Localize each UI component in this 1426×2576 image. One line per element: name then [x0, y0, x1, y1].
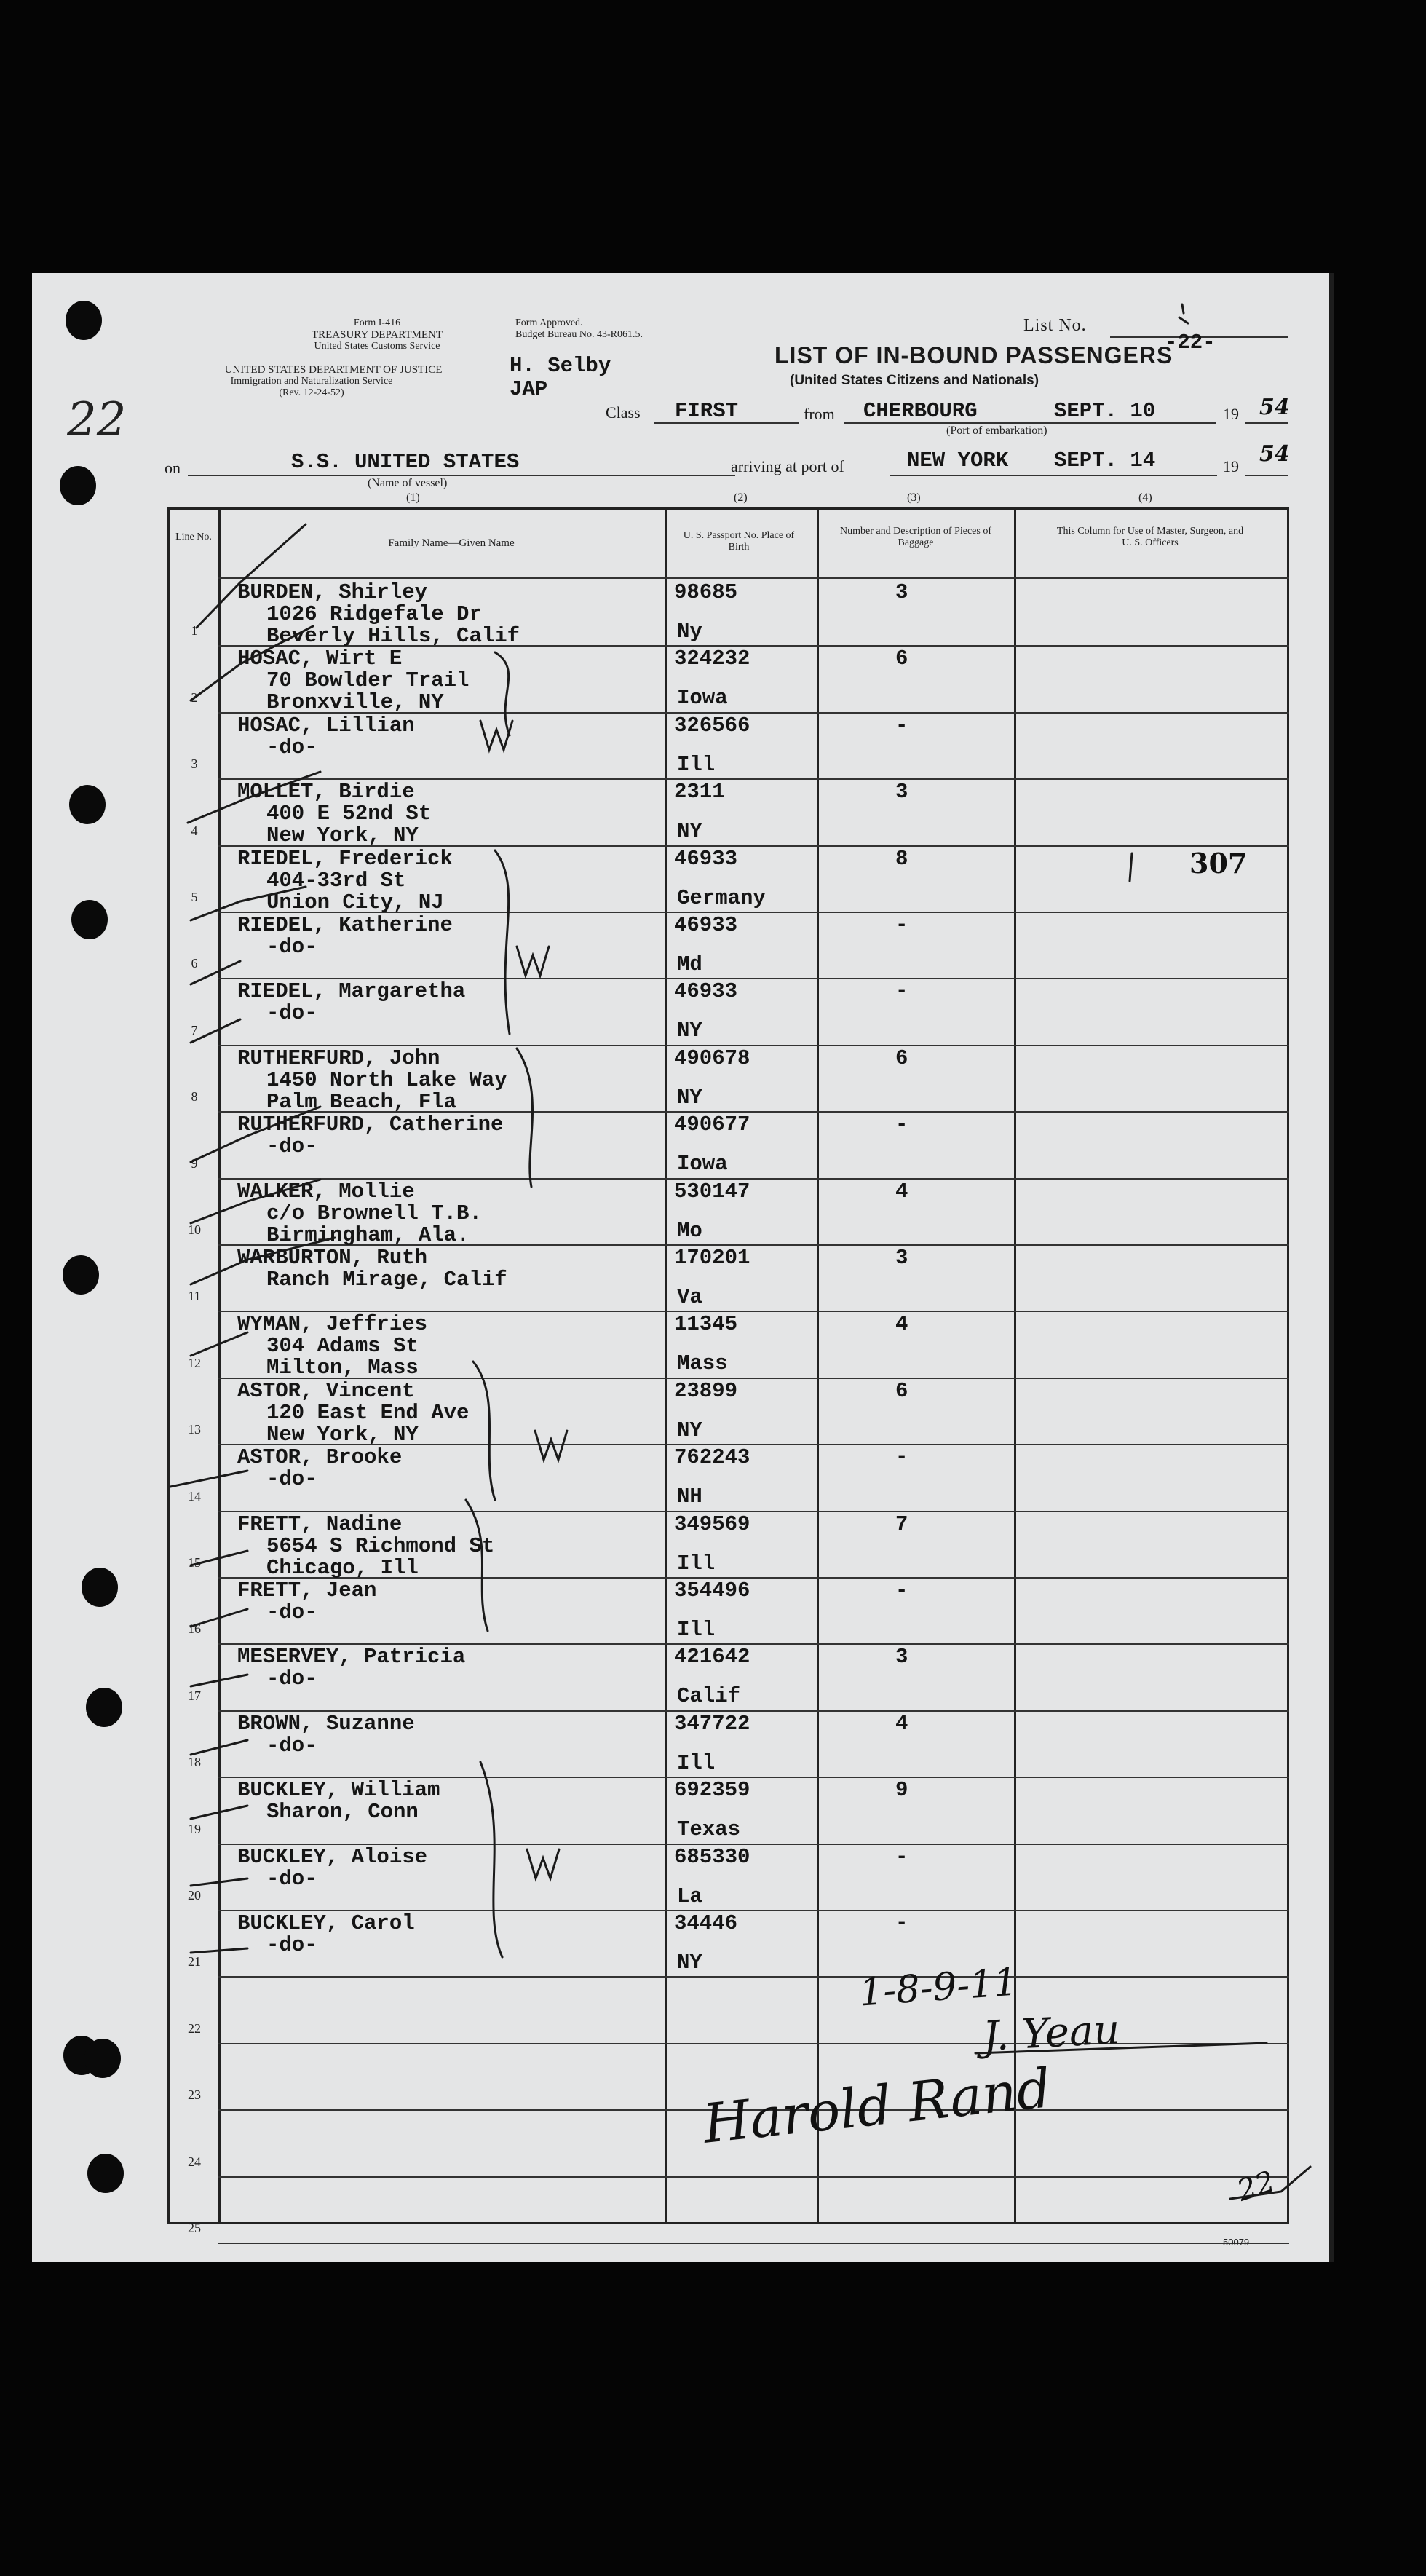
line-number: 2: [191, 690, 198, 705]
place-of-birth: Texas: [677, 1817, 741, 1841]
place-of-birth: Ny: [677, 620, 702, 644]
bracket-mark: [495, 652, 510, 735]
bracket-mark: [473, 1362, 495, 1500]
passenger-address: 1450 North Lake Way: [266, 1068, 507, 1092]
place-of-birth: Iowa: [677, 1152, 728, 1176]
passenger-address: -do-: [266, 1667, 317, 1691]
bracket-mark: [495, 850, 510, 1034]
baggage-count: 9: [895, 1778, 908, 1802]
baggage-count: -: [895, 714, 908, 738]
baggage-count: 3: [895, 780, 908, 804]
place-of-birth: Ill: [677, 1552, 716, 1576]
passport-number: 46933: [674, 913, 738, 937]
place-of-birth: Va: [677, 1285, 702, 1309]
line-number: 11: [188, 1289, 201, 1303]
vessel-name: S.S. UNITED STATES: [291, 450, 520, 474]
passenger-address: New York, NY: [266, 1423, 419, 1447]
initial-mark: [517, 947, 549, 976]
baggage-count: -: [895, 913, 908, 937]
col-baggage: Number and Description of Pieces of Baggage: [840, 526, 991, 548]
check-mark: [191, 1806, 247, 1819]
corner-mark: 22: [67, 393, 127, 447]
col-number-3: (3): [907, 491, 921, 504]
passenger-name: BURDEN, Shirley: [237, 580, 428, 604]
line-number: 8: [191, 1089, 198, 1104]
place-of-birth: NY: [677, 1019, 702, 1043]
passport-number: 685330: [674, 1845, 750, 1869]
passenger-address: 5654 S Richmond St: [266, 1534, 495, 1558]
justice-department: UNITED STATES DEPARTMENT OF JUSTICE: [224, 364, 443, 376]
baggage-count: -: [895, 979, 908, 1003]
baggage-count: 3: [895, 1645, 908, 1669]
line-number: 9: [191, 1156, 198, 1171]
line-number: 12: [188, 1356, 201, 1370]
passenger-address: 304 Adams St: [266, 1334, 419, 1358]
passenger-address: -do-: [266, 1600, 317, 1624]
place-of-birth: Md: [677, 952, 702, 976]
passport-number: 170201: [674, 1246, 750, 1270]
check-mark: [191, 1609, 247, 1627]
place-of-birth: Ill: [677, 753, 716, 777]
line-number: 7: [191, 1023, 198, 1038]
bottom-right-mark: 22: [1233, 2165, 1279, 2208]
passport-number: 354496: [674, 1579, 750, 1603]
arrival-port: NEW YORK: [907, 449, 1009, 473]
passenger-address: -do-: [266, 1467, 317, 1491]
passenger-name: MOLLET, Birdie: [237, 780, 415, 804]
passenger-name: RIEDEL, Katherine: [237, 913, 453, 937]
signature-officer: J. Yeau: [981, 2006, 1121, 2061]
treasury-department: TREASURY DEPARTMENT: [311, 329, 443, 341]
arrival-date: SEPT. 14: [1054, 449, 1156, 473]
line-number: 1: [191, 623, 198, 638]
form-title: LIST OF IN-BOUND PASSENGERS: [775, 342, 1173, 368]
place-of-birth: Ill: [677, 1751, 716, 1775]
check-mark: [170, 1471, 247, 1487]
line-number: 15: [188, 1555, 201, 1570]
check-mark: [191, 1740, 247, 1755]
passenger-name: HOSAC, Lillian: [237, 714, 415, 738]
line-number: 24: [188, 2154, 201, 2169]
passport-number: 2311: [674, 780, 725, 804]
on-label: on: [165, 459, 181, 477]
tick-mark: [1230, 2167, 1310, 2199]
passenger-name: RUTHERFURD, Catherine: [237, 1113, 504, 1137]
baggage-count: 3: [895, 580, 908, 604]
check-mark: [191, 626, 313, 700]
list-no-value: -22-: [1165, 331, 1216, 355]
baggage-count: -: [895, 1445, 908, 1469]
form-approved: Form Approved.: [515, 317, 583, 328]
place-of-birth: NH: [677, 1485, 702, 1509]
passenger-address: 1026 Ridgefale Dr: [266, 602, 482, 626]
year-prefix: 19: [1223, 405, 1239, 423]
check-mark: [191, 1948, 247, 1953]
place-of-birth: Calif: [677, 1684, 741, 1708]
passenger-name: HOSAC, Wirt E: [237, 647, 403, 671]
baggage-count: -: [895, 1113, 908, 1137]
passenger-name: FRETT, Jean: [237, 1579, 377, 1603]
typed-agent: H. Selby: [510, 354, 611, 378]
check-mark: [191, 1238, 335, 1284]
passport-number: 530147: [674, 1180, 750, 1204]
passport-number: 490678: [674, 1046, 750, 1070]
initial-mark: [535, 1431, 567, 1460]
passport-number: 324232: [674, 647, 750, 671]
line-number: 16: [188, 1621, 201, 1636]
passenger-name: BUCKLEY, William: [237, 1778, 440, 1802]
passport-number: 762243: [674, 1445, 750, 1469]
passport-number: 326566: [674, 714, 750, 738]
line-number: 25: [188, 2221, 201, 2235]
passenger-address: Milton, Mass: [266, 1356, 419, 1380]
check-mark: [191, 1180, 320, 1223]
passenger-address: Union City, NJ: [266, 890, 444, 914]
arrival-year: 54: [1259, 441, 1290, 467]
budget-bureau: Budget Bureau No. 43-R061.5.: [515, 329, 643, 340]
baggage-count: 6: [895, 1379, 908, 1403]
passenger-address: 70 Bowlder Trail: [266, 668, 470, 692]
passport-number: 347722: [674, 1712, 750, 1736]
handwritten-date: 1-8-9-11: [857, 1960, 1019, 2015]
passenger-name: ASTOR, Brooke: [237, 1445, 403, 1469]
officer-note: 307: [1189, 847, 1248, 880]
passenger-name: WYMAN, Jeffries: [237, 1312, 428, 1336]
passenger-address: -do-: [266, 935, 317, 959]
year-prefix-2: 19: [1223, 457, 1239, 475]
place-of-birth: Ill: [677, 1618, 716, 1642]
baggage-count: 7: [895, 1512, 908, 1536]
baggage-count: 4: [895, 1712, 908, 1736]
tick-mark: [1130, 853, 1132, 881]
check-mark: [191, 1878, 247, 1886]
place-of-birth: Germany: [677, 886, 766, 910]
passenger-name: BROWN, Suzanne: [237, 1712, 415, 1736]
check-mark: [191, 1675, 247, 1686]
baggage-count: -: [895, 1579, 908, 1603]
baggage-count: -: [895, 1845, 908, 1869]
line-number: 4: [191, 823, 198, 838]
signature-stroke: [975, 2043, 1267, 2053]
check-mark: [191, 887, 306, 920]
passenger-address: Bronxville, NY: [266, 690, 444, 714]
place-of-birth: NY: [677, 1086, 702, 1110]
passenger-name: RIEDEL, Margaretha: [237, 979, 466, 1003]
baggage-count: 4: [895, 1312, 908, 1336]
from-date: SEPT. 10: [1054, 399, 1156, 423]
passenger-name: ASTOR, Vincent: [237, 1379, 415, 1403]
col-line-no: Line No.: [175, 532, 212, 542]
line-number: 17: [188, 1688, 201, 1703]
passenger-address: -do-: [266, 1933, 317, 1957]
col-passport: U. S. Passport No. Place of Birth: [683, 530, 795, 553]
place-of-birth: NY: [677, 819, 702, 843]
passenger-name: WALKER, Mollie: [237, 1180, 415, 1204]
line-number: 21: [188, 1954, 201, 1969]
list-no-label: List No.: [1023, 316, 1087, 335]
check-mark: [191, 1551, 247, 1565]
from-year: 54: [1259, 395, 1290, 420]
check-mark: [197, 524, 306, 628]
passport-number: 98685: [674, 580, 738, 604]
passenger-address: Beverly Hills, Calif: [266, 624, 520, 648]
passenger-address: 400 E 52nd St: [266, 802, 432, 826]
baggage-count: 4: [895, 1180, 908, 1204]
initial-mark: [527, 1849, 559, 1878]
passenger-address: Sharon, Conn: [266, 1800, 419, 1824]
baggage-count: 6: [895, 647, 908, 671]
check-mark: [191, 1332, 247, 1356]
class-label: Class: [606, 403, 641, 422]
baggage-count: 6: [895, 1046, 908, 1070]
passport-number: 46933: [674, 847, 738, 871]
vessel-caption: (Name of vessel): [368, 477, 448, 489]
passenger-address: -do-: [266, 1134, 317, 1158]
col-number-4: (4): [1138, 491, 1152, 504]
form-number: Form I-416: [353, 317, 401, 328]
passenger-address: -do-: [266, 1001, 317, 1025]
passenger-address: Palm Beach, Fla: [266, 1090, 457, 1114]
check-mark: [191, 1107, 320, 1162]
form-subtitle: (United States Citizens and Nationals): [790, 373, 1039, 388]
initial-mark: [480, 721, 512, 750]
customs-service: United States Customs Service: [314, 341, 440, 352]
passport-number: 11345: [674, 1312, 738, 1336]
passport-number: 692359: [674, 1778, 750, 1802]
line-number: 19: [188, 1822, 201, 1836]
passenger-address: Ranch Mirage, Calif: [266, 1268, 507, 1292]
passenger-name: BUCKLEY, Carol: [237, 1911, 415, 1935]
passport-number: 490677: [674, 1113, 750, 1137]
check-mark: [191, 961, 240, 984]
class-value: FIRST: [675, 399, 739, 423]
passenger-name: WARBURTON, Ruth: [237, 1246, 428, 1270]
col-name: Family Name—Given Name: [388, 537, 515, 549]
passenger-address: c/o Brownell T.B.: [266, 1201, 482, 1225]
col-officers: This Column for Use of Master, Surgeon, and U. S. Officers: [1056, 526, 1244, 548]
immigration-service: Immigration and Naturalization Service: [230, 376, 393, 387]
tick-mark: [1179, 304, 1188, 323]
place-of-birth: Iowa: [677, 686, 728, 710]
place-of-birth: NY: [677, 1951, 702, 1975]
form-code: 50079: [1223, 2237, 1250, 2248]
place-of-birth: NY: [677, 1418, 702, 1442]
passport-number: 46933: [674, 979, 738, 1003]
passenger-name: RUTHERFURD, John: [237, 1046, 440, 1070]
line-number: 22: [188, 2021, 201, 2036]
passenger-name: BUCKLEY, Aloise: [237, 1845, 428, 1869]
from-port: CHERBOURG: [863, 399, 978, 423]
passport-number: 23899: [674, 1379, 738, 1403]
bracket-mark: [466, 1500, 488, 1631]
line-number: 5: [191, 890, 198, 904]
passport-number: 421642: [674, 1645, 750, 1669]
baggage-count: -: [895, 1911, 908, 1935]
line-number: 18: [188, 1755, 201, 1769]
line-number: 3: [191, 756, 198, 771]
passenger-name: FRETT, Nadine: [237, 1512, 403, 1536]
line-number: 14: [188, 1489, 201, 1504]
passenger-address: Chicago, Ill: [266, 1556, 419, 1580]
check-mark: [191, 1019, 240, 1043]
passport-number: 34446: [674, 1911, 738, 1935]
line-number: 10: [188, 1222, 201, 1237]
col-number-2: (2): [734, 491, 748, 504]
passenger-name: RIEDEL, Frederick: [237, 847, 453, 871]
passenger-address: Birmingham, Ala.: [266, 1223, 470, 1247]
passport-number: 349569: [674, 1512, 750, 1536]
embark-caption: (Port of embarkation): [946, 424, 1047, 437]
line-number: 13: [188, 1422, 201, 1437]
col-number-1: (1): [406, 491, 420, 504]
from-label: from: [804, 405, 835, 423]
line-number: 6: [191, 956, 198, 971]
place-of-birth: Mass: [677, 1351, 728, 1375]
place-of-birth: Mo: [677, 1219, 702, 1243]
arriving-label: arriving at port of: [731, 457, 844, 475]
bracket-mark: [480, 1762, 502, 1957]
baggage-count: 3: [895, 1246, 908, 1270]
passenger-address: -do-: [266, 1867, 317, 1891]
passenger-address: New York, NY: [266, 823, 419, 848]
passenger-name: MESERVEY, Patricia: [237, 1645, 466, 1669]
passenger-address: -do-: [266, 735, 317, 759]
passenger-address: 120 East End Ave: [266, 1401, 470, 1425]
baggage-count: 8: [895, 847, 908, 871]
revision-date: (Rev. 12-24-52): [279, 387, 344, 398]
passenger-address: -do-: [266, 1734, 317, 1758]
signature-harold-rand: Harold Rand: [700, 2057, 1054, 2156]
typed-code: JAP: [510, 377, 548, 401]
line-number: 20: [188, 1888, 201, 1903]
check-mark: [188, 772, 320, 823]
passenger-address: 404-33rd St: [266, 869, 406, 893]
bracket-mark: [517, 1048, 533, 1187]
line-number: 23: [188, 2087, 201, 2102]
place-of-birth: La: [677, 1884, 702, 1908]
